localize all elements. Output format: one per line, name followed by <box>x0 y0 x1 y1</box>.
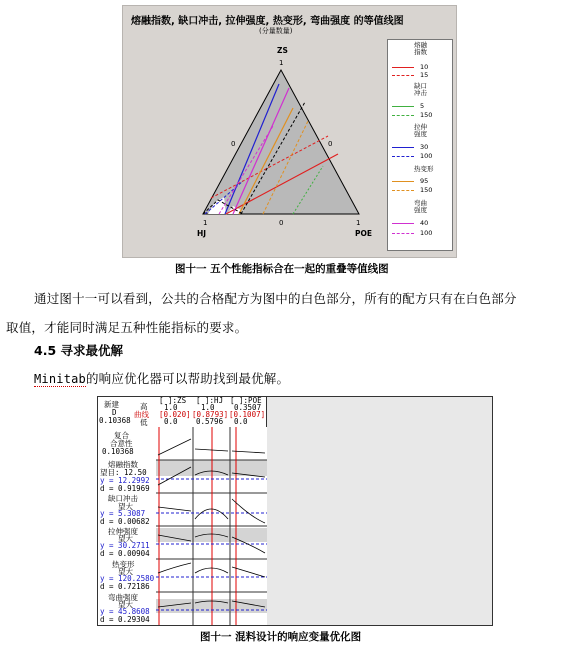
ternary-triangle <box>203 70 359 214</box>
paragraph-1-line-1: 通过图十一可以看到，公共的合格配方为图中的白色部分，所有的配方只有在白色部分 <box>34 291 517 306</box>
row-flex-line1: 弯曲强度 <box>108 593 138 602</box>
legend-value: 15 <box>420 71 429 79</box>
legend-line-flex-solid <box>392 223 414 224</box>
factor-low-poe: 0.0 <box>234 417 248 426</box>
legend-group-tensile: 拉伸 强度 <box>414 123 427 138</box>
factor-low-zs: 0.0 <box>164 417 178 426</box>
curve-label: 曲线 <box>134 410 149 419</box>
response-labels <box>98 427 157 625</box>
legend-line-impact-dashed <box>392 115 414 116</box>
factor-name-poe: [ ]:POE <box>230 396 262 405</box>
legend-value: 150 <box>420 186 433 194</box>
legend-value: 150 <box>420 111 433 119</box>
row-composite-d: 0.10368 <box>102 447 134 456</box>
factor-low-hj: 0.5796 <box>196 417 224 426</box>
row-mfi-y: y = 12.2992 <box>100 476 150 485</box>
legend-line-heat-solid <box>392 181 414 182</box>
legend-value: 100 <box>420 152 433 160</box>
optimizer-header-left <box>98 397 157 428</box>
factor-name-hj: [ ]:HJ <box>196 396 224 405</box>
factor-high-poe: 0.3507 <box>234 403 262 412</box>
optimizer-header-factors <box>156 397 267 428</box>
tick-right-one: 1 <box>356 219 361 227</box>
tick-bottom-zero: 0 <box>279 219 284 227</box>
legend-line-heat-dashed <box>392 190 414 191</box>
row-tensile-line1: 拉伸强度 <box>108 527 138 536</box>
row-heat-line1: 热变形 <box>112 560 135 569</box>
paragraph-2-rest: 的响应优化器可以帮助找到最优解。 <box>85 371 290 386</box>
row-heat-line2: 望大 <box>118 567 133 576</box>
legend-line-impact-solid <box>392 106 414 107</box>
contour-plot-title: 熔融指数, 缺口冲击, 拉伸强度, 热变形, 弯曲强度 的等值线图 <box>131 16 404 27</box>
row-flex-y: y = 45.8608 <box>100 607 150 616</box>
low-label: 低 <box>140 418 148 427</box>
legend-group-flex: 弯曲 强度 <box>414 199 427 214</box>
factor-current-zs[interactable]: [0.020] <box>159 410 191 419</box>
paragraph-2 <box>34 369 289 387</box>
factor-current-poe[interactable]: [0.1007] <box>229 410 266 419</box>
vertex-label-poe: POE <box>355 229 372 238</box>
legend-line-flex-dashed <box>392 233 414 234</box>
row-impact-line2: 望大 <box>118 502 133 511</box>
high-label: 高 <box>140 402 148 411</box>
row-flex-line2: 望大 <box>118 600 133 609</box>
legend-value: 40 <box>420 219 429 227</box>
factor-name-zs: [ ]:ZS <box>159 396 187 405</box>
section-heading: 4.5 寻求最优解 <box>34 343 123 358</box>
legend-value: 5 <box>420 102 425 110</box>
d-value: 0.10368 <box>99 416 131 425</box>
row-heat-d: d = 0.72186 <box>100 582 150 591</box>
legend-value: 10 <box>420 63 429 71</box>
legend-value: 100 <box>420 229 433 237</box>
legend-value: 95 <box>420 177 429 185</box>
legend-line-tensile-dashed <box>392 156 414 157</box>
factor-high-hj: 1.0 <box>201 403 215 412</box>
minitab-term: Minitab <box>34 372 86 386</box>
vertex-label-hj: HJ <box>197 229 207 238</box>
legend-line-tensile-solid <box>392 147 414 148</box>
tick-top-one: 1 <box>279 59 284 67</box>
row-mfi-line2: 望目: 12.50 <box>100 468 147 477</box>
contour-legend <box>387 39 453 251</box>
legend-line-mfi-solid <box>392 67 414 68</box>
row-impact-d: d = 0.00682 <box>100 517 150 526</box>
row-tensile-y: y = 30.2711 <box>100 541 150 550</box>
contour-plot-subtitle: (分量数量) <box>259 27 293 35</box>
optimizer-plot-grid <box>156 427 267 625</box>
figure1-caption: 图十一 五个性能指标合在一起的重叠等值线图 <box>175 263 389 275</box>
row-impact-line1: 缺口冲击 <box>108 494 138 503</box>
row-mfi-d: d = 0.91969 <box>100 484 150 493</box>
tick-left-one: 1 <box>203 219 208 227</box>
row-flex-d: d = 0.29304 <box>100 615 150 624</box>
tick-left-zero: 0 <box>231 140 236 148</box>
row-impact-y: y = 5.3087 <box>100 509 146 518</box>
legend-group-mfi: 熔融 指数 <box>414 41 427 56</box>
vertex-label-zs: ZS <box>277 46 288 55</box>
row-composite-line2: 合意性 <box>110 439 133 448</box>
row-composite-line1: 复合 <box>114 431 129 440</box>
row-heat-y: y = 120.2580 <box>100 574 155 583</box>
row-tensile-line2: 望大 <box>118 534 133 543</box>
row-mfi-line1: 熔融指数 <box>108 460 138 469</box>
legend-group-impact: 缺口 冲击 <box>414 82 427 97</box>
row-tensile-d: d = 0.00904 <box>100 549 150 558</box>
legend-group-heat: 热变形 <box>414 165 434 173</box>
legend-line-mfi-dashed <box>392 75 414 76</box>
new-label: 新建 <box>104 400 119 409</box>
factor-current-hj[interactable]: [0.8793] <box>192 410 229 419</box>
tick-right-zero: 0 <box>328 140 333 148</box>
figure2-caption: 图十一 混料设计的响应变量优化图 <box>200 631 362 643</box>
contour-plot-figure <box>122 5 457 258</box>
factor-high-zs: 1.0 <box>164 403 178 412</box>
legend-value: 30 <box>420 143 429 151</box>
d-label: D <box>112 408 117 417</box>
response-optimizer-figure <box>97 396 493 626</box>
paragraph-1-line-2: 取值，才能同时满足五种性能指标的要求。 <box>6 320 248 335</box>
